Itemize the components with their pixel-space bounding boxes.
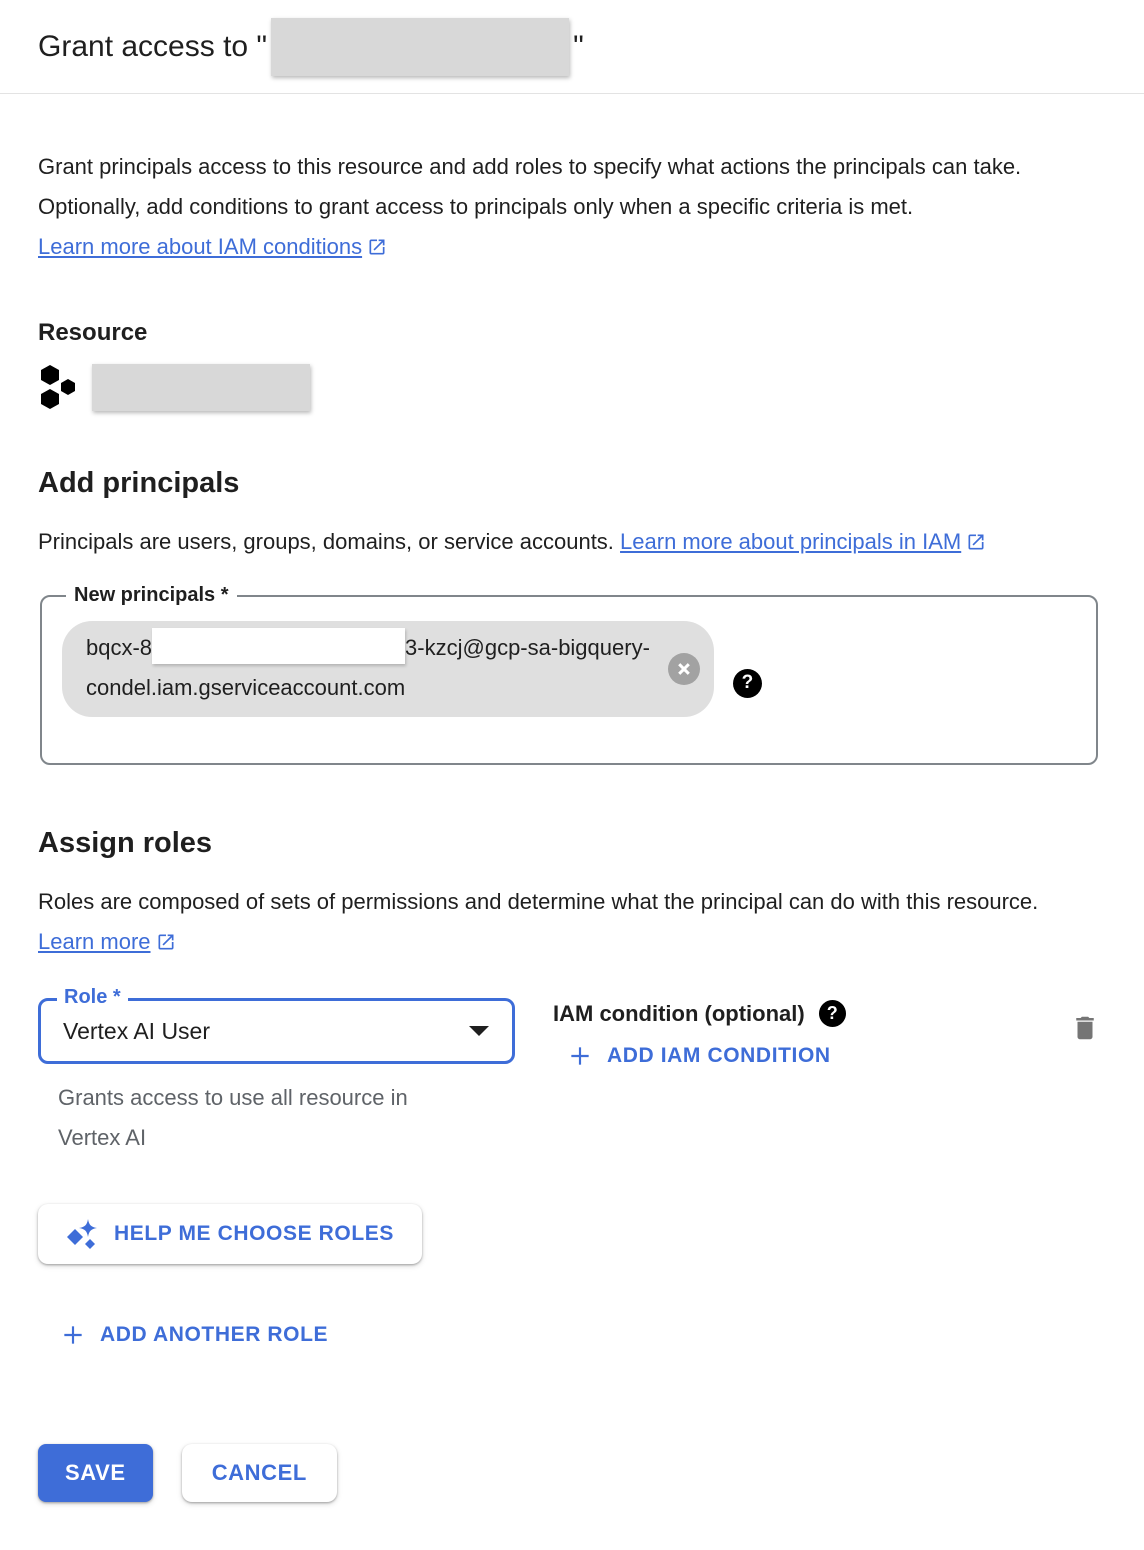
role-select-label: Role * (57, 986, 128, 1009)
role-assignment-row (38, 986, 1100, 1158)
page-title-prefix: Grant access to " (38, 29, 268, 63)
iam-conditions-link[interactable] (38, 234, 362, 259)
principal-chip (62, 621, 714, 717)
page-title (38, 18, 584, 76)
iam-condition-help-icon[interactable]: ? (819, 1000, 846, 1027)
role-select-value: Vertex AI User (63, 1017, 211, 1044)
chevron-down-icon (468, 1025, 490, 1037)
redacted-email-segment (152, 628, 405, 664)
intro-text: Grant principals access to this resource and add roles to specify what actions the principals can take. Optionally, add conditions to grant access to principals only when a specific criteria is met. (38, 154, 1022, 219)
iam-conditions-link-label: Learn more about IAM conditions (38, 234, 363, 259)
save-button[interactable]: SAVE (38, 1444, 153, 1502)
principals-link-label: Learn more about principals in IAM (620, 529, 962, 554)
resource-row (38, 363, 1100, 411)
add-another-role-button[interactable] (60, 1322, 328, 1348)
principal-email-suffix: 3-kzcj@gcp-sa-bigquery- (405, 635, 650, 660)
trash-icon (1070, 1012, 1100, 1044)
external-link-icon (367, 237, 387, 257)
roles-learn-more-link[interactable] (38, 929, 151, 954)
dialog-actions (38, 1444, 1100, 1502)
redacted-resource-name (271, 18, 569, 76)
iam-condition-label: IAM condition (optional) (553, 1000, 805, 1026)
new-principals-field[interactable] (40, 584, 1098, 765)
new-principals-label: New principals * (74, 584, 229, 606)
assign-roles-heading: Assign roles (38, 827, 213, 859)
resource-hexagons-icon (38, 363, 80, 411)
intro-paragraph (38, 147, 1050, 267)
external-link-icon (156, 932, 176, 952)
role-column (38, 986, 515, 1158)
page-title-suffix: " (573, 29, 584, 63)
roles-text: Roles are composed of sets of permissions and determine what the principal can do with this resource. (38, 889, 1039, 914)
add-principals-heading: Add principals (38, 467, 240, 499)
sparkle-icon (66, 1218, 98, 1250)
add-another-role-label: ADD ANOTHER ROLE (100, 1323, 329, 1346)
plus-icon (60, 1322, 86, 1348)
help-me-choose-roles-button[interactable] (38, 1204, 422, 1264)
delete-role-button[interactable] (1070, 1012, 1100, 1047)
external-link-icon (966, 532, 986, 552)
principal-email-prefix: bqcx-8 (86, 635, 153, 660)
role-select[interactable] (38, 986, 515, 1064)
principals-text: Principals are users, groups, domains, or service accounts. (38, 529, 614, 554)
roles-paragraph (38, 882, 1050, 962)
dialog-header (0, 0, 1144, 94)
cancel-button[interactable]: CANCEL (182, 1444, 337, 1502)
roles-link-label: Learn more (38, 929, 151, 954)
principal-chip-line2: condel.iam.gserviceaccount.com (86, 675, 406, 700)
resource-heading: Resource (38, 319, 148, 346)
principals-learn-more-link[interactable] (620, 529, 961, 554)
principals-help-icon[interactable]: ? (733, 669, 762, 698)
redacted-resource-value (92, 364, 310, 411)
role-helper-text: Grants access to use all resource in Vertex AI (58, 1085, 408, 1150)
help-me-choose-roles-label: HELP ME CHOOSE ROLES (114, 1222, 394, 1245)
add-iam-condition-button[interactable] (567, 1043, 831, 1069)
iam-condition-column (553, 998, 846, 1069)
add-iam-condition-label: ADD IAM CONDITION (607, 1044, 831, 1067)
principal-chip-line1 (86, 628, 650, 668)
plus-icon (567, 1043, 593, 1069)
close-icon (676, 661, 692, 677)
principals-paragraph (38, 522, 1050, 562)
remove-principal-button[interactable] (668, 653, 700, 685)
